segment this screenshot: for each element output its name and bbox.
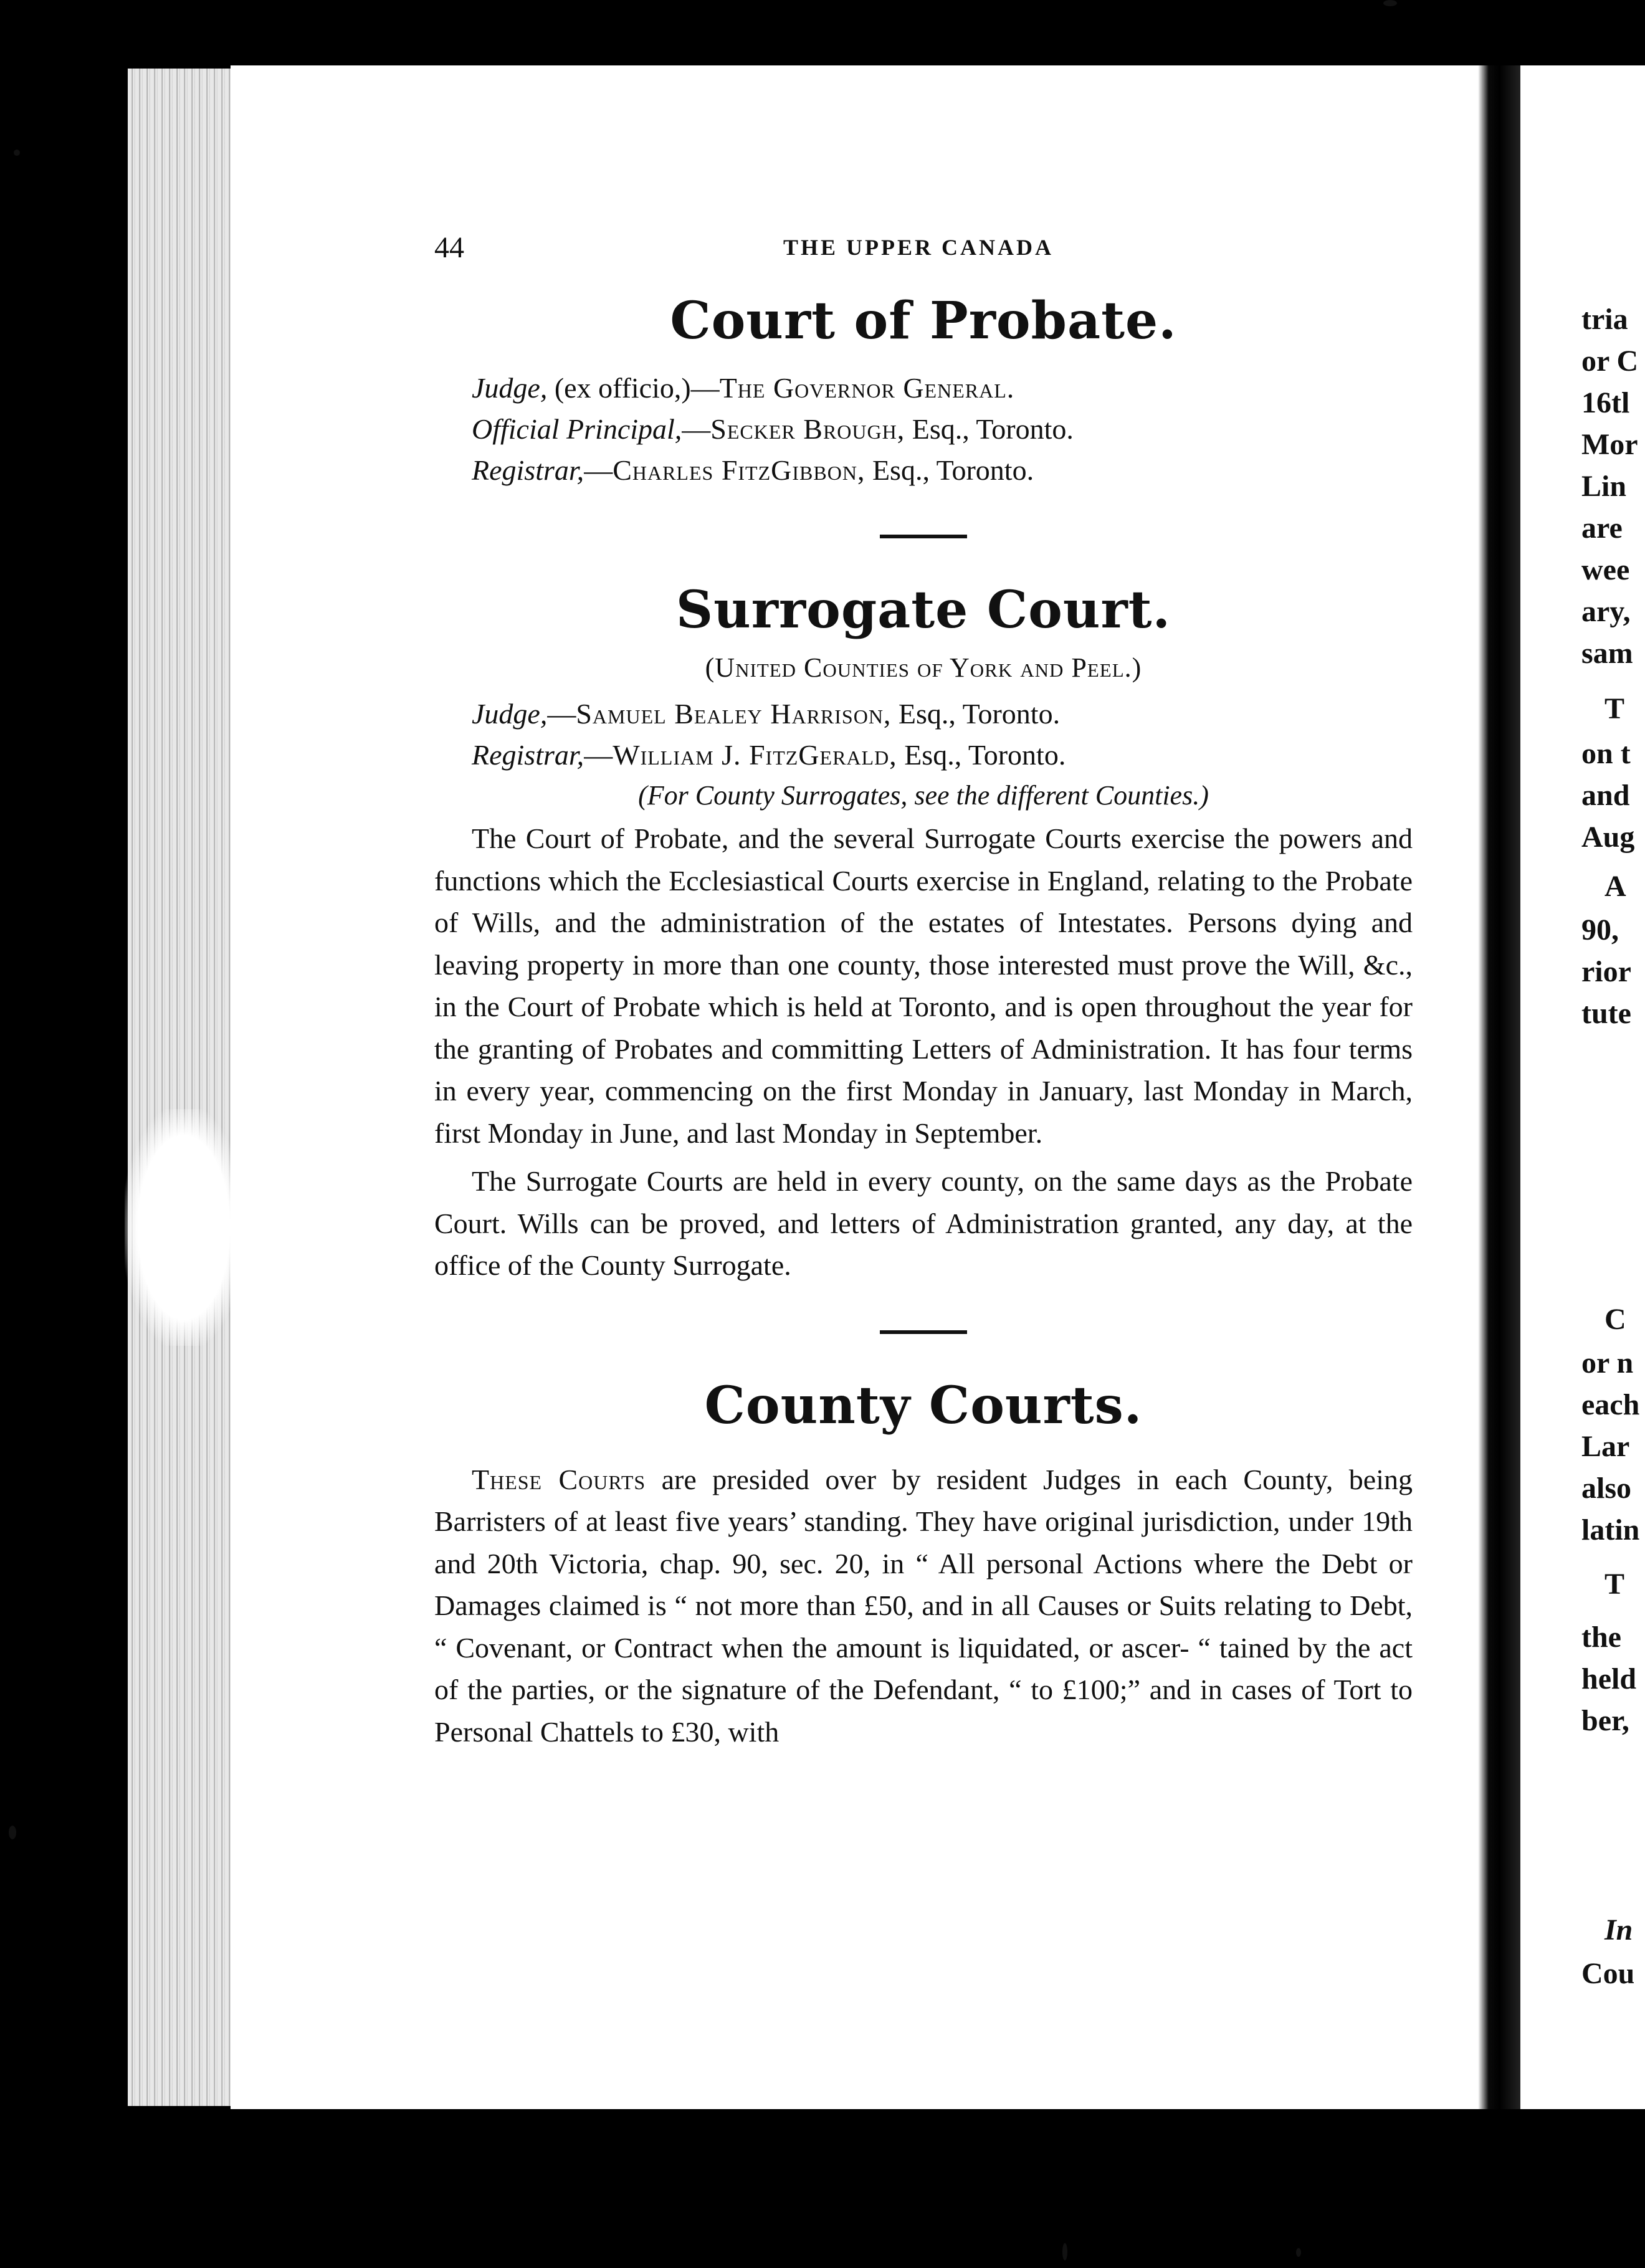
officer-role: Registrar, [472,454,584,486]
adjacent-line: on t [1581,737,1631,770]
adjacent-line: In [1604,1913,1633,1946]
surrogate-heading: Surrogate Court. [675,580,1171,640]
adjacent-line: ary, [1581,595,1631,628]
officer-detail: — [584,454,613,486]
speck [9,1826,16,1839]
adjacent-line: also [1581,1472,1632,1505]
adjacent-line: wee [1581,553,1630,586]
adjacent-line: each [1581,1388,1640,1421]
officer-detail: — [584,739,613,771]
book-gutter [1467,65,1520,2109]
surrogate-subtitle: (United Counties of York and Peel.) [705,652,1142,683]
adjacent-line: the [1581,1621,1621,1654]
adjacent-line: Aug [1581,821,1635,854]
surrogate-note: (For County Surrogates, see the different Counties.) [638,780,1209,811]
speck [1296,2248,1301,2257]
surrogate-officers [434,693,1413,776]
adjacent-line: rior [1581,955,1631,988]
adjacent-line: T [1604,1568,1625,1601]
adjacent-line: Lar [1581,1430,1630,1463]
county-body: are presided over by resident Judges in each County, being Barristers of at least five years’ standing. They have original jurisdiction, under 19th and 20th Victoria, chap. 90, sec. 20, in “ All personal Actions where the Debt or Damages claimed is “ not more than £50, and in all Causes or Suits relating to Debt, “ Covenant, or Contract when the amount is liquidated, or ascer- “ tained by the act of the parties, or the signature of the Defendant, “ to £100;” and in cases of Tort to Personal Chattels to £30, with [434,1463,1413,1748]
adjacent-line: held [1581,1662,1637,1695]
officer-role: Judge, [472,372,548,404]
adjacent-line: Cou [1581,1957,1635,1990]
officer-line [472,368,1413,409]
surrogate-paragraph: The Court of Probate, and the several Surrogate Courts exercise the powers and functions which the Ecclesiastical Courts exercise in England, relating to the Probate of Wills, and the administration of the estates of Intestates. Persons dying and leaving property in more than one county, those interested must prove the Will, &c., in the Court of Probate which is held at Toronto, and is open throughout the year for the granting of Probates and committing Letters of Administration. It has four terms in every year, commencing on the first Monday in January, last Monday in March, first Monday in June, and last Monday in September. [434,822,1413,1149]
section-divider [880,1330,967,1334]
running-title: THE UPPER CANADA [783,235,1054,260]
officer-line [472,735,1413,776]
adjacent-line: tute [1581,997,1631,1030]
adjacent-line: and [1581,779,1630,812]
probate-heading: Court of Probate. [670,291,1177,351]
county-lead: These Courts [472,1463,646,1495]
speck [1062,2243,1067,2261]
page-content [434,287,1413,1753]
officer-line [472,450,1413,491]
adjacent-page [1520,65,1645,2109]
officer-tail: Esq., Toronto. [905,413,1074,445]
running-head [434,231,1413,268]
officer-name: Charles FitzGibbon, [613,454,865,486]
officer-name: Samuel Bealey Harrison, [576,698,892,730]
officer-line [472,409,1413,450]
book-page-edges [128,69,231,2106]
officer-role: Official Principal, [472,413,682,445]
officer-tail: Esq., Toronto. [897,739,1066,771]
adjacent-line: A [1604,870,1626,903]
adjacent-line: tria [1581,303,1628,336]
officer-detail: — [547,698,576,730]
officer-name: The Governor General. [719,372,1015,404]
page-number: 44 [434,231,464,264]
speck [14,150,20,156]
officer-detail: — [682,413,711,445]
officer-role: Registrar, [472,739,584,771]
adjacent-line: C [1604,1303,1626,1336]
adjacent-line: 16tl [1581,386,1630,419]
adjacent-line: latin [1581,1513,1640,1546]
probate-officers [434,368,1413,491]
officer-role: Judge, [472,698,548,730]
surrogate-paragraph: The Surrogate Courts are held in every county, on the same days as the Probate Court. Wills can be proved, and letters of Administration granted, any day, at the office of the County Surrogate. [434,1165,1413,1281]
county-paragraph [434,1459,1413,1753]
officer-tail: Esq., Toronto. [891,698,1061,730]
adjacent-line: T [1604,692,1625,725]
county-heading: County Courts. [704,1375,1143,1436]
adjacent-line: sam [1581,637,1633,670]
adjacent-line: 90, [1581,913,1619,946]
officer-line [472,693,1413,735]
adjacent-line: or n [1581,1346,1634,1379]
adjacent-line: Mor [1581,428,1638,461]
adjacent-line: or C [1581,345,1639,378]
section-divider [880,535,967,538]
adjacent-line: are [1581,512,1623,545]
adjacent-line: Lin [1581,470,1627,503]
speck [1383,0,1397,6]
officer-name: William J. FitzGerald, [613,739,897,771]
officer-detail: (ex officio,)— [547,372,720,404]
paper-blemish [125,1109,243,1346]
officer-name: Secker Brough, [710,413,905,445]
adjacent-line: ber, [1581,1704,1629,1737]
officer-tail: Esq., Toronto. [865,454,1034,486]
